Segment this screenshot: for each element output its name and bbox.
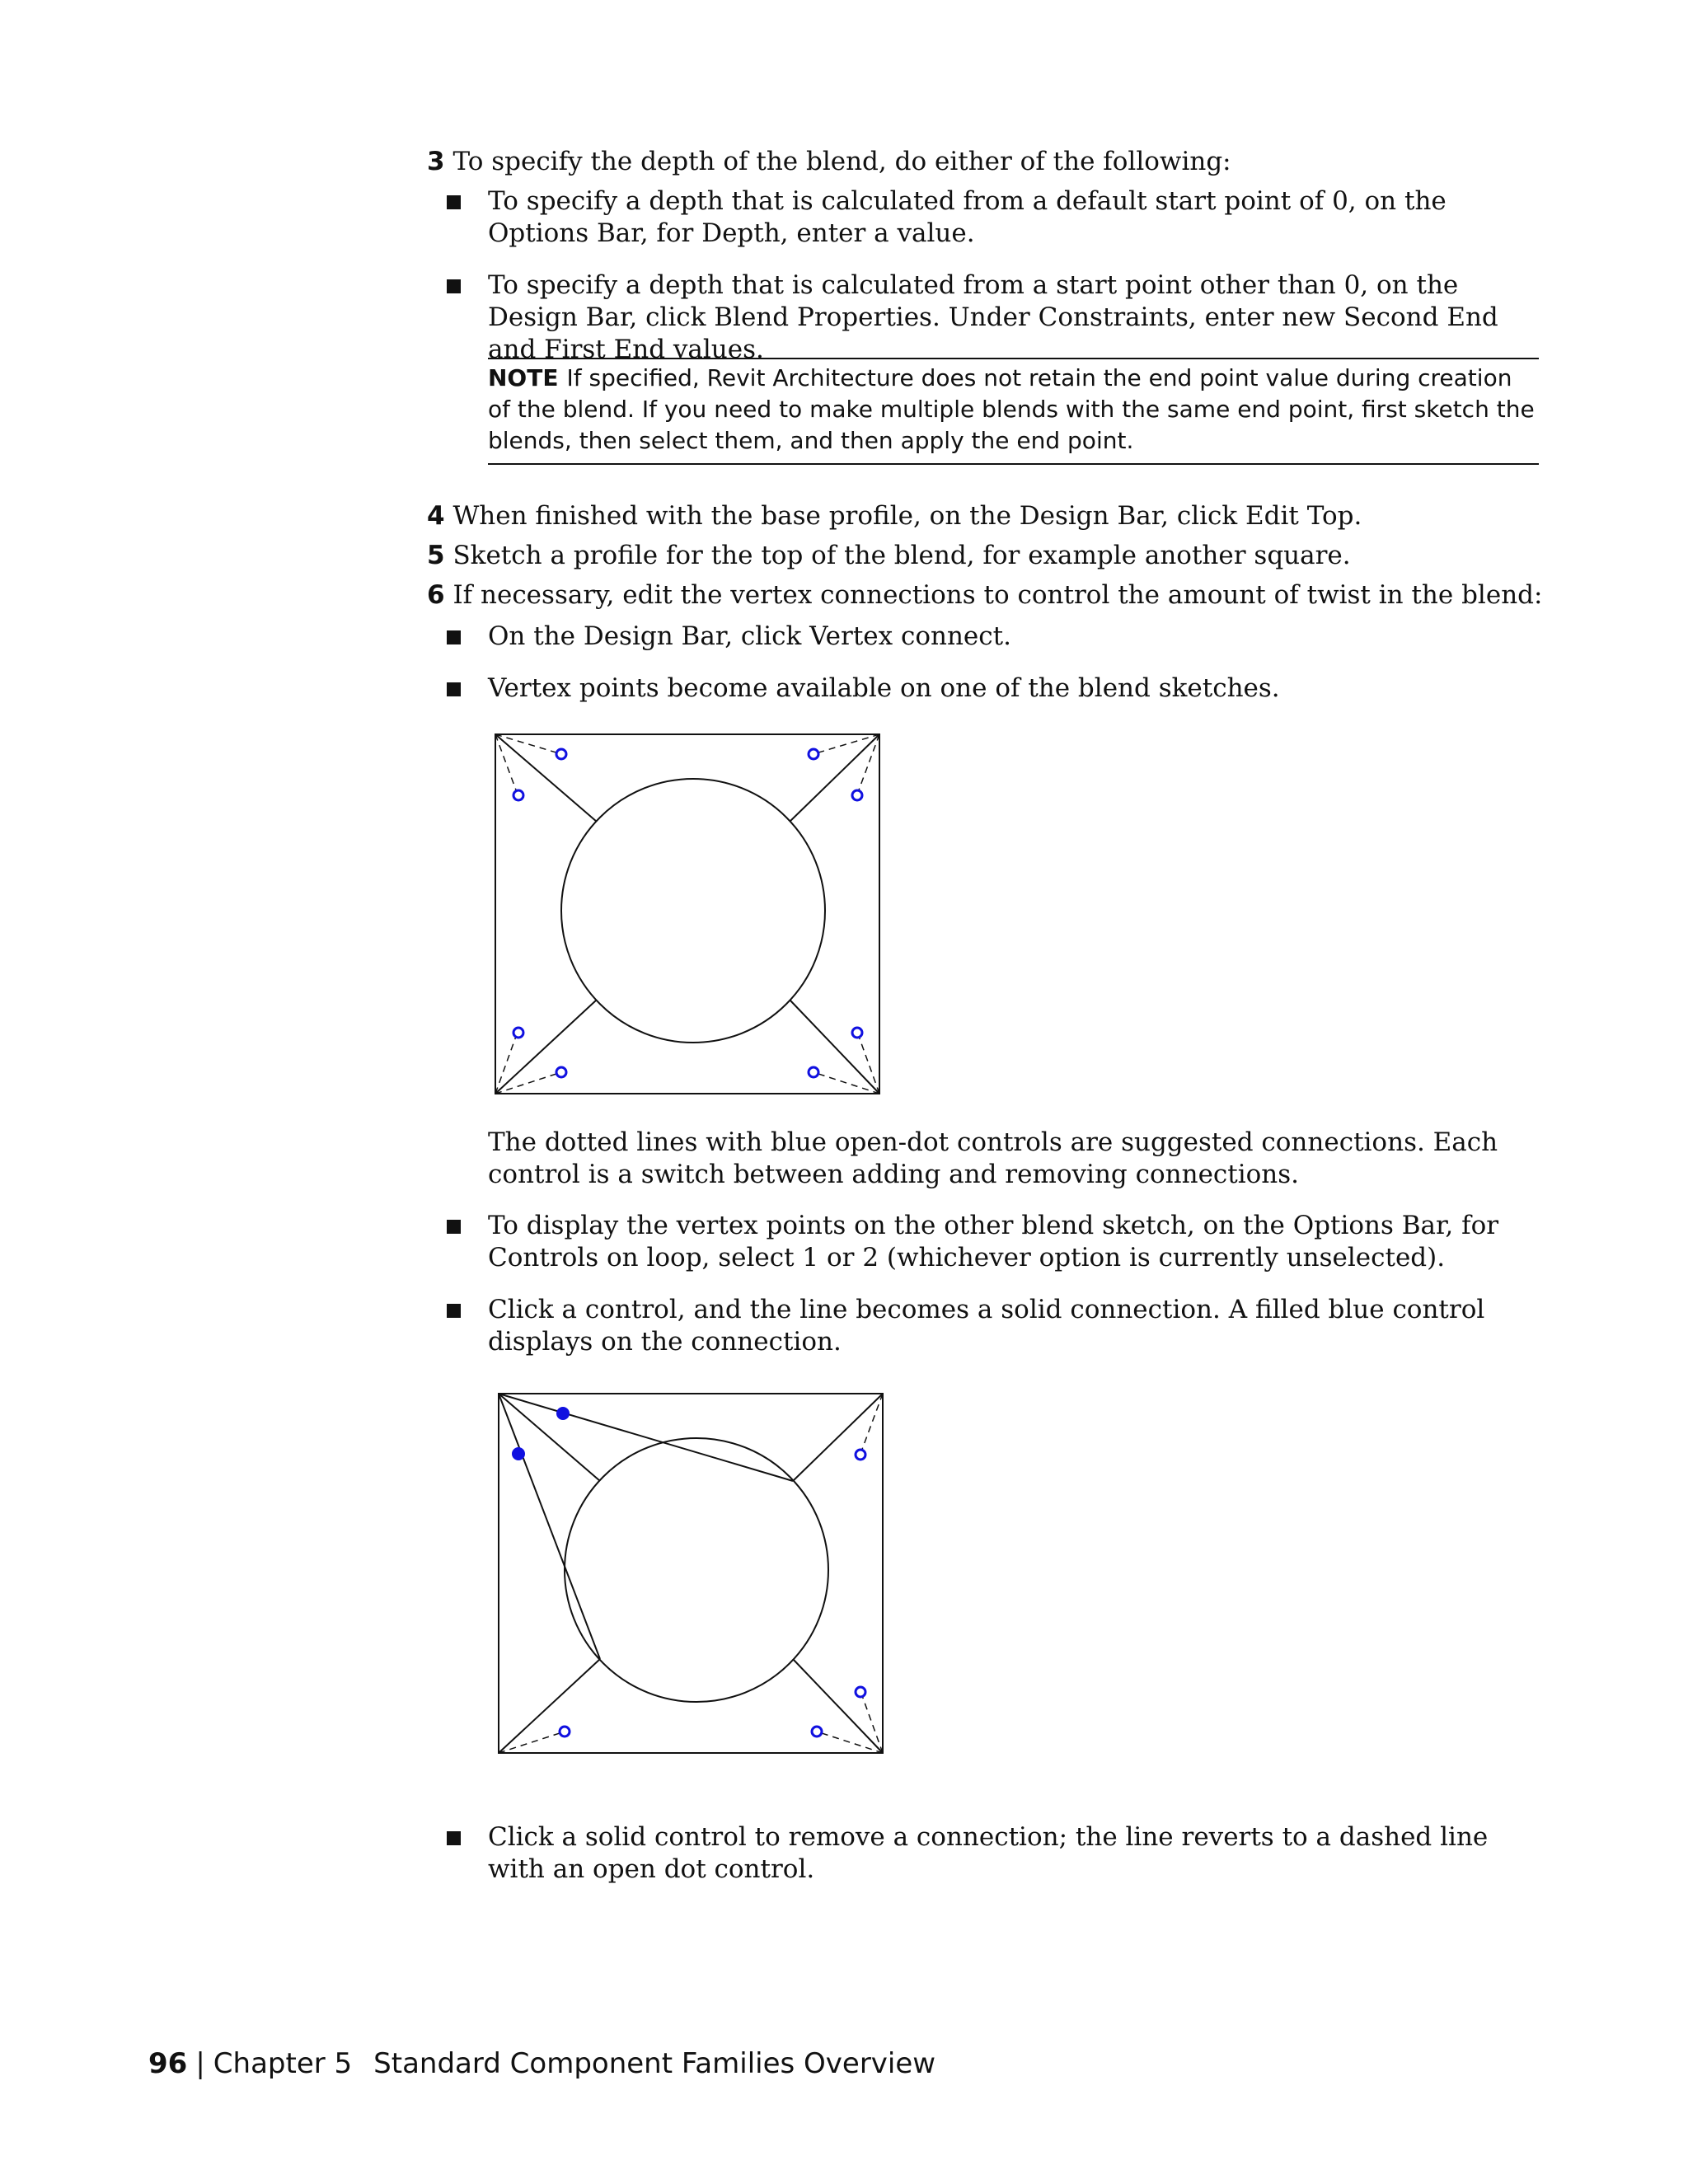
circle-profile <box>561 779 825 1043</box>
solid-connection-line <box>499 1394 600 1659</box>
list-item-text: Vertex points become available on one of the blend sketches. <box>488 673 1280 703</box>
list-item <box>447 1210 1543 1276</box>
suggested-connection-line <box>499 1732 562 1753</box>
bullet-square-icon <box>447 682 461 696</box>
page-footer <box>148 2046 935 2082</box>
list-item-text: To display the vertex points on the other blend sketch, on the Options Bar, for Controls on loop, select 1 or 2 (whichever option is currently unselected). <box>488 1211 1499 1272</box>
bullet-square-icon <box>447 1831 461 1845</box>
open-dot-control-icon[interactable] <box>556 1067 566 1077</box>
open-dot-control-icon[interactable] <box>809 1067 818 1077</box>
suggested-connection-line <box>860 1691 883 1753</box>
list-item-text: To specify a depth that is calculated from a default start point of 0, on the Options Bar, for Depth, enter a value. <box>488 186 1447 248</box>
step-4 <box>427 500 1548 532</box>
connection-line <box>495 734 597 822</box>
connection-line <box>499 1659 600 1753</box>
connection-line <box>793 1394 883 1481</box>
step-text: To specify the depth of the blend, do either of the following: <box>452 147 1231 176</box>
note-text: If specified, Revit Architecture does not retain the end point value during creation of the blend. If you need to make multiple blends with the same end point, first sketch the blends, then select them, and then apply the end point. <box>488 364 1535 454</box>
open-dot-control-icon[interactable] <box>812 1727 822 1736</box>
open-dot-control-icon[interactable] <box>856 1687 865 1697</box>
list-item <box>447 621 1543 654</box>
list-item-text: Click a solid control to remove a connection; the line reverts to a dashed line with an open dot control. <box>488 1822 1489 1884</box>
list-item-text: On the Design Bar, click Vertex connect. <box>488 621 1011 651</box>
open-dot-control-icon[interactable] <box>556 749 566 759</box>
note-label: NOTE <box>488 364 559 391</box>
note-box <box>488 358 1539 465</box>
figure-caption: The dotted lines with blue open-dot controls are suggested connections. Each control is a switch between adding and removing connections. <box>488 1127 1498 1189</box>
vertex-connected-figure <box>496 1391 888 1755</box>
step-6 <box>427 579 1548 612</box>
open-dot-control-icon[interactable] <box>513 790 523 800</box>
footer-separator: | <box>195 2047 205 2080</box>
step-text: Sketch a profile for the top of the blend, for example another square. <box>452 541 1351 570</box>
list-item-text: To specify a depth that is calculated from a start point other than 0, on the Design Bar, click Blend Properties. Under Constraints, enter new Second End and First End values. <box>488 270 1498 364</box>
filled-dot-control-icon[interactable] <box>513 1448 524 1460</box>
bullet-square-icon <box>447 630 461 644</box>
suggested-connection-line <box>857 734 879 794</box>
step-number: 5 <box>427 541 445 570</box>
chapter-title: Standard Component Families Overview <box>373 2047 936 2080</box>
open-dot-control-icon[interactable] <box>852 1028 862 1038</box>
step-number: 3 <box>427 147 445 176</box>
list-item <box>447 269 1543 364</box>
open-dot-control-icon[interactable] <box>513 1028 523 1038</box>
open-dot-control-icon[interactable] <box>809 749 818 759</box>
page-number: 96 <box>148 2047 188 2080</box>
suggested-connection-line <box>860 1394 883 1454</box>
open-dot-control-icon[interactable] <box>852 790 862 800</box>
suggested-connection-line <box>495 734 559 753</box>
step-3 <box>427 146 1548 178</box>
step-number: 6 <box>427 580 445 610</box>
connection-line <box>495 1000 597 1094</box>
step-text: If necessary, edit the vertex connections to control the amount of twist in the blend: <box>452 580 1543 610</box>
circle-profile <box>565 1438 828 1702</box>
open-dot-control-icon[interactable] <box>560 1727 570 1736</box>
list-item <box>447 673 1543 705</box>
suggested-connection-line <box>857 1032 879 1094</box>
blend-sketch-diagram <box>496 1391 888 1755</box>
bullet-square-icon <box>447 1304 461 1318</box>
bullet-square-icon <box>447 1220 461 1234</box>
suggested-connection-line <box>495 1073 559 1094</box>
step-5 <box>427 540 1548 572</box>
step-text: When finished with the base profile, on the Design Bar, click Edit Top. <box>452 501 1362 531</box>
bullet-square-icon <box>447 279 461 293</box>
list-item <box>447 185 1543 251</box>
blend-sketch-diagram <box>493 732 884 1096</box>
solid-connection-line <box>499 1394 793 1481</box>
chapter-label: Chapter 5 <box>213 2047 353 2080</box>
step-number: 4 <box>427 501 445 531</box>
open-dot-control-icon[interactable] <box>856 1450 865 1460</box>
filled-dot-control-icon[interactable] <box>557 1408 569 1419</box>
list-item <box>447 1294 1543 1360</box>
list-item-text: Click a control, and the line becomes a solid connection. A filled blue control displays on the connection. <box>488 1295 1485 1357</box>
bullet-square-icon <box>447 195 461 209</box>
list-item <box>447 1821 1543 1887</box>
vertex-suggestions-figure <box>493 732 884 1096</box>
connection-line <box>499 1394 600 1481</box>
